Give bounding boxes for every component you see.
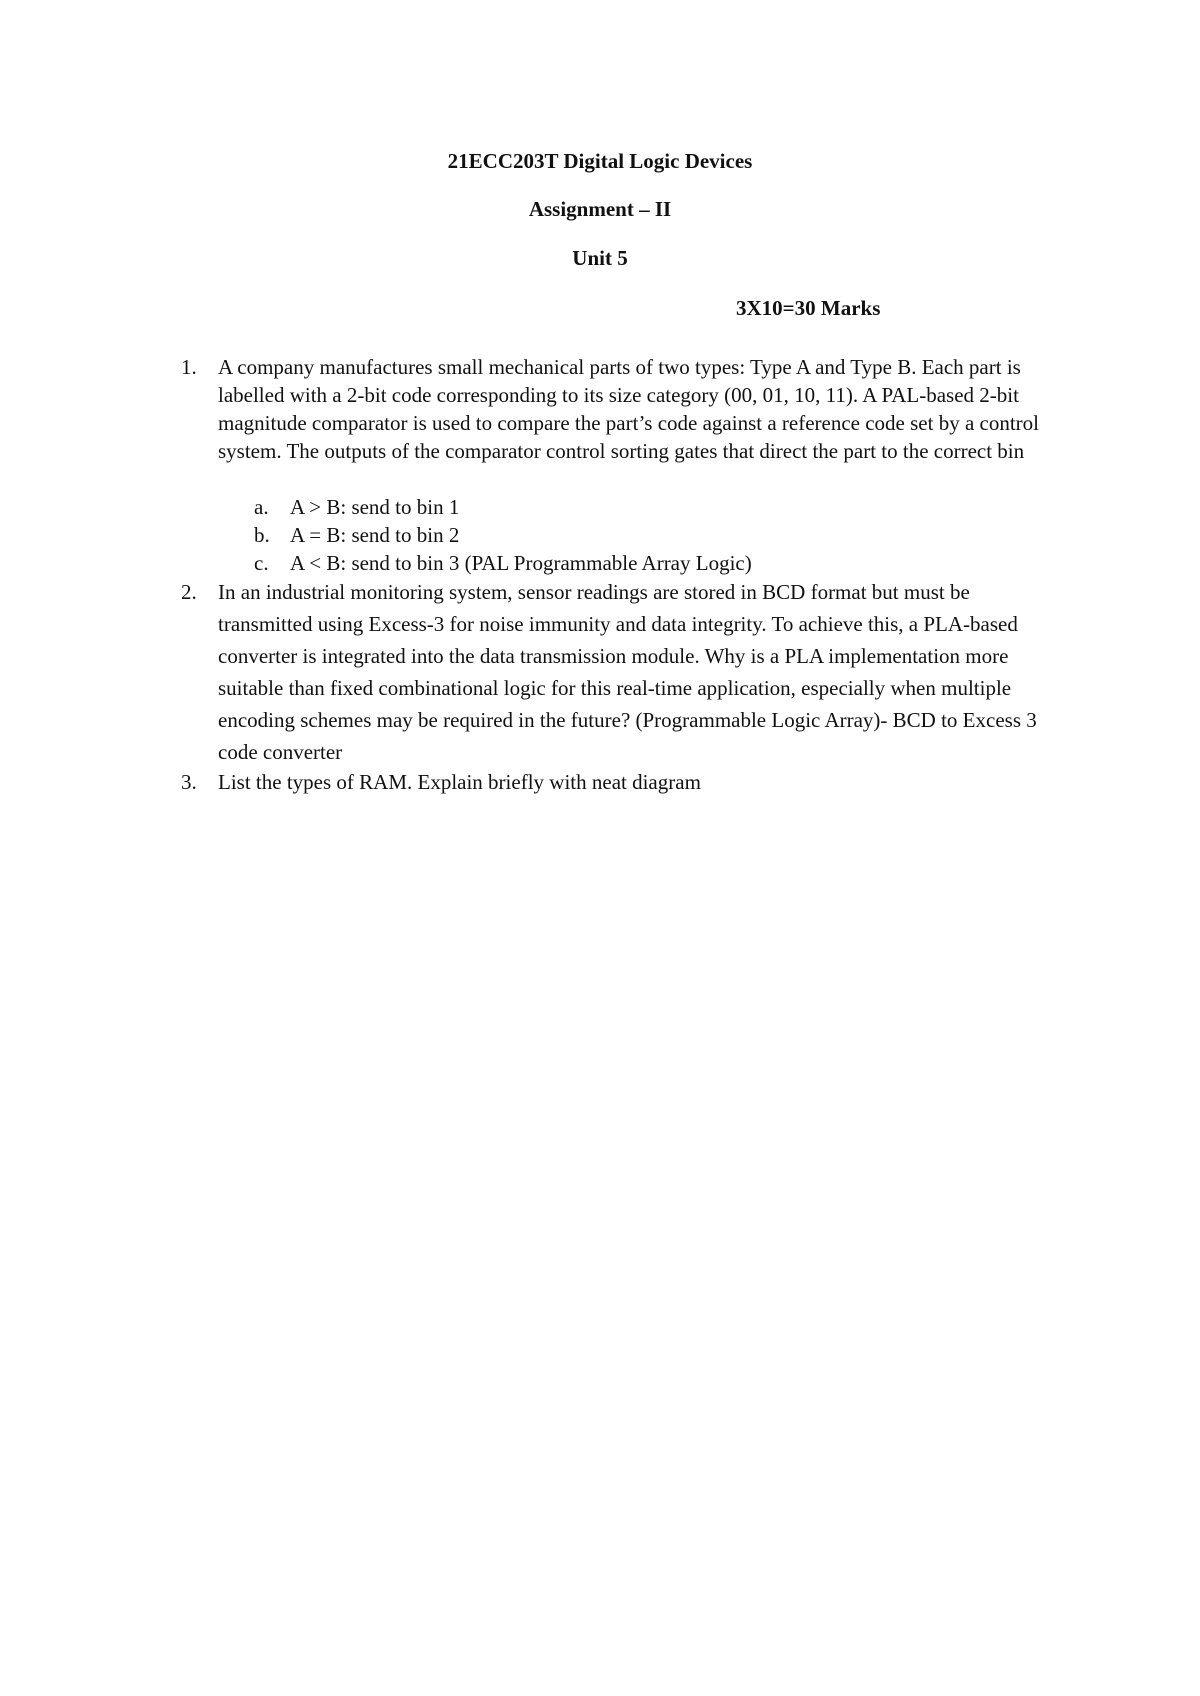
question-3 [181, 768, 1061, 796]
subitem-letter: a. [254, 495, 269, 519]
assignment-title: Assignment – II [528, 197, 672, 221]
marks-label: 3X10=30 Marks [736, 296, 881, 320]
subitem-text: A > B: send to bin 1 [290, 495, 460, 519]
question-1 [181, 353, 1061, 465]
subitem-text: A = B: send to bin 2 [290, 523, 460, 547]
question-number: 3. [181, 770, 197, 794]
subitem-letter: b. [254, 523, 270, 547]
question-text: A company manufactures small mechanical parts of two types: Type A and Type B. Each part is labelled with a 2-bit code corresponding to its size category (00, 01, 10, 11). A PAL-based 2-bit magnitude comparator is used to compare the part’s code against a reference code set by a control system. The outputs of the comparator control sorting gates that direct the part to the correct bin [218, 355, 1039, 463]
subitem-text: A < B: send to bin 3 (PAL Programmable Array Logic) [290, 551, 752, 575]
question-1-subitem-a [254, 493, 459, 521]
course-title: 21ECC203T Digital Logic Devices [447, 149, 753, 173]
question-text: List the types of RAM. Explain briefly with neat diagram [218, 770, 701, 794]
question-number: 1. [181, 355, 197, 379]
question-text: In an industrial monitoring system, sensor readings are stored in BCD format but must be transmitted using Excess-3 for noise immunity and data integrity. To achieve this, a PLA-based converter is integrated into the data transmission module. Why is a PLA implementation more suitable than fixed combinational logic for this real-time application, especially when multiple encoding schemes may be required in the future? (Programmable Logic Array)- BCD to Excess 3 code converter [218, 580, 1037, 764]
question-2 [181, 576, 1061, 768]
question-number: 2. [181, 580, 197, 604]
question-1-subitem-c [254, 549, 752, 577]
subitem-letter: c. [254, 551, 269, 575]
unit-title: Unit 5 [572, 246, 628, 270]
question-1-subitem-b [254, 521, 459, 549]
